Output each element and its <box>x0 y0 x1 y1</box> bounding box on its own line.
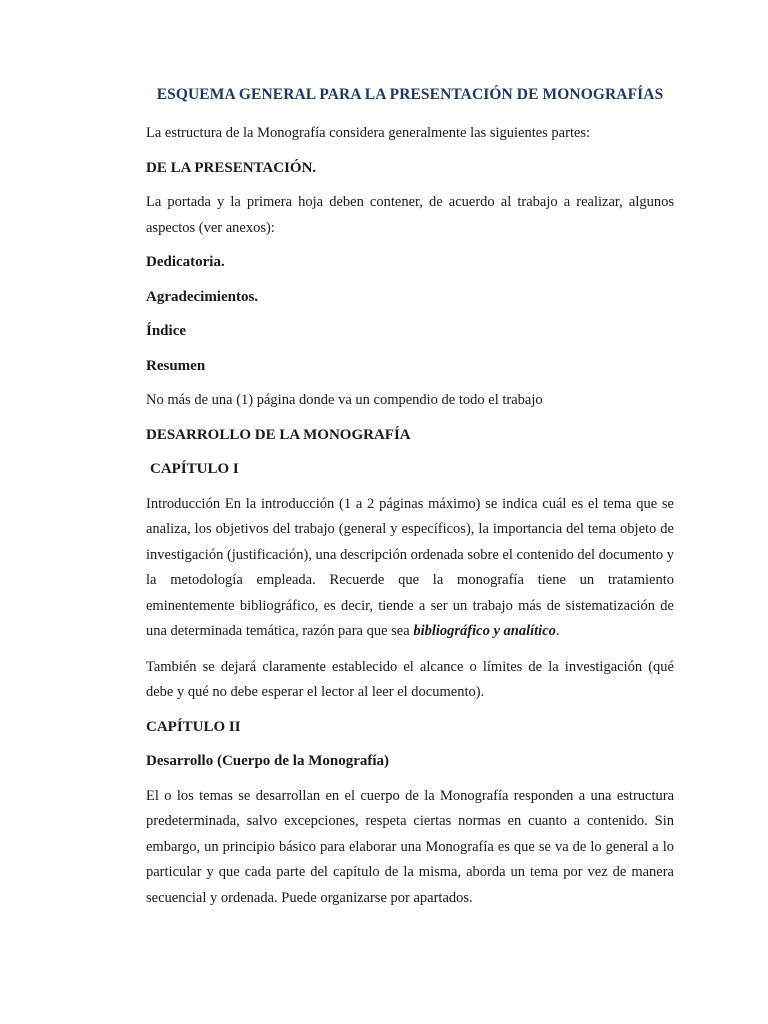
dedicatoria-heading: Dedicatoria. <box>146 254 225 270</box>
capitulo-2-paragraph: El o los temas se desarrollan en el cuerpo de la Monografía responden a una estructura predeterminada, salvo excepciones, respeta ciertas normas en cuanto a contenido. Sin embargo, un principio básico para elaborar una Monografía es que se va de lo general a lo particular y que cada parte del capítulo de la misma, aborda un tema por vez de manera secuencial y ordenada. Puede organizarse por apartados. <box>146 787 674 906</box>
capitulo-1-text: Introducción En la introducción (1 a 2 páginas máximo) se indica cuál es el tema que se analiza, los objetivos del trabajo (general y específicos), la importancia del tema objeto de investigación (justificación), una descripción ordenada sobre el contenido del documento y la metodología empleada. Recuerde que la monografía tiene un tratamiento eminentemente bibliográfico, es decir, tiende a ser un trabajo más de sistematización de una determinada temática, razón para que sea <box>146 495 674 639</box>
alcance-paragraph: También se dejará claramente establecido el alcance o límites de la investigación (qué debe y qué no debe esperar el lector al leer el documento). <box>146 658 674 700</box>
desarrollo-heading: DESARROLLO DE LA MONOGRAFÍA <box>146 426 411 443</box>
indice-heading: Índice <box>146 323 187 339</box>
capitulo-1-emphasis: bibliográfico y analítico <box>413 623 556 639</box>
capitulo-1-end: . <box>555 623 560 639</box>
resumen-heading: Resumen <box>146 357 206 374</box>
capitulo-1-heading: CAPÍTULO I <box>150 461 239 477</box>
intro-paragraph: La estructura de la Monografía considera generalmente las siguientes partes: <box>146 125 591 141</box>
capitulo-2-heading: CAPÍTULO II <box>146 718 241 735</box>
presentation-paragraph: La portada y la primera hoja deben contener, de acuerdo al trabajo a realizar, algunos aspectos (ver anexos): <box>146 194 674 236</box>
capitulo-1-paragraph <box>146 492 674 645</box>
presentation-heading: DE LA PRESENTACIÓN. <box>146 159 317 176</box>
document-title: ESQUEMA GENERAL PARA LA PRESENTACIÓN DE MONOGRAFÍAS <box>156 86 664 103</box>
resumen-paragraph: No más de una (1) página donde va un compendio de todo el trabajo <box>146 392 543 408</box>
capitulo-2-subheading: Desarrollo (Cuerpo de la Monografía) <box>146 753 390 769</box>
agradecimientos-heading: Agradecimientos. <box>146 288 259 305</box>
